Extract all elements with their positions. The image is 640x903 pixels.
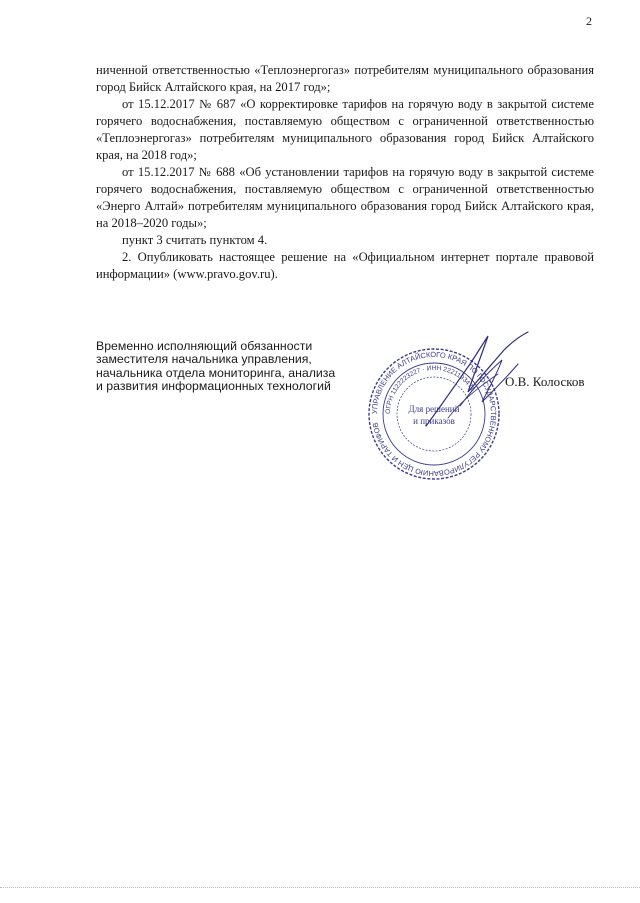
paragraph-decision-687: от 15.12.2017 № 687 «О корректировке тарифов на горячую воду в закрытой системе горячего водоснабжения, поставляемую обществом с ограниченной ответственностью «Теплоэнергогаз» потребителям муниципального образования город Бийск Алтайского края, на 2018 год»; <box>96 97 594 162</box>
seal-ring-text: УПРАВЛЕНИЕ АЛТАЙСКОГО КРАЯ ПО ГОСУДАРСТВЕННОМУ РЕГУЛИРОВАНИЮ ЦЕН И ТАРИФОВ <box>369 349 499 479</box>
paragraph-renumber-item: пункт 3 считать пунктом 4. <box>122 233 268 247</box>
seal-ogrn-text: ОГРН 1122223227 · ИНН 2221193471 <box>384 364 476 415</box>
position-line: начальника отдела мониторинга, анализа <box>96 365 336 380</box>
seal-center-line-1: Для решений <box>408 404 460 414</box>
position-line: заместителя начальника управления, <box>96 352 312 367</box>
paragraph-publish-decision: 2. Опубликовать настоящее решение на «Официальном интернет портале правовой информации» (www.pravo.gov.ru). <box>96 250 594 281</box>
seal-center-line-2: и приказов <box>413 416 455 426</box>
document-body <box>96 62 594 283</box>
position-line: и развития информационных технологий <box>96 379 331 394</box>
signer-name: О.В. Колосков <box>505 374 585 389</box>
signatory-position <box>96 340 396 394</box>
page-number: 2 <box>586 14 592 28</box>
page-bottom-rule <box>0 887 640 888</box>
position-line: Временно исполняющий обязанности <box>96 339 313 353</box>
paragraph-continuation: ниченной ответственностью «Теплоэнергогаз» потребителям муниципального образования город Бийск Алтайского края, на 2017 год»; <box>96 63 594 94</box>
paragraph-decision-688: от 15.12.2017 № 688 «Об установлении тарифов на горячую воду в закрытой системе горячего водоснабжения, поставляемую обществом с ограниченной ответственностью «Энерго Алтай» потребителям муниципального образования город Бийск Алтайского края, на 2018–2020 годы»; <box>96 165 594 230</box>
